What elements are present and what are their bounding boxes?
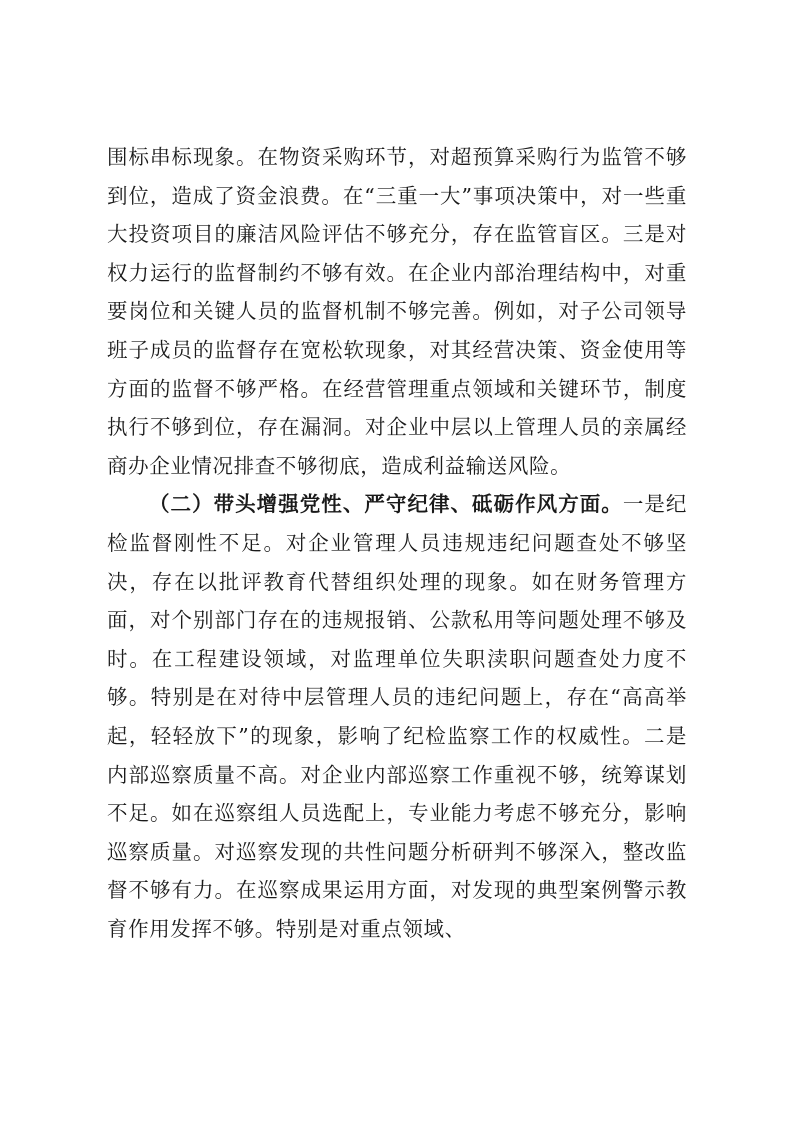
section-2-heading: （二）带头增强党性、严守纪律、砥砺作风方面。 <box>149 492 623 517</box>
paragraph-section-2 <box>107 485 687 948</box>
body-text <box>107 138 687 948</box>
section-2-body: 一是纪检监督刚性不足。对企业管理人员违规违纪问题查处不够坚决，存在以批评教育代替组织处理的现象。如在财务管理方面，对个别部门存在的违规报销、公款私用等问题处理不够及时。在工程建设领域，对监理单位失职渎职问题查处力度不够。特别是在对待中层管理人员的违纪问题上，存在“高高举起，轻轻放下”的现象，影响了纪检监察工作的权威性。二是内部巡察质量不高。对企业内部巡察工作重视不够，统筹谋划不足。如在巡察组人员选配上，专业能力考虑不够充分，影响巡察质量。对巡察发现的共性问题分析研判不够深入，整改监督不够有力。在巡察成果运用方面，对发现的典型案例警示教育作用发挥不够。特别是对重点领域、 <box>107 492 687 941</box>
paragraph-continuation: 围标串标现象。在物资采购环节，对超预算采购行为监管不够到位，造成了资金浪费。在“三重一大”事项决策中，对一些重大投资项目的廉洁风险评估不够充分，存在监管盲区。三是对权力运行的监督制约不够有效。在企业内部治理结构中，对重要岗位和关键人员的监督机制不够完善。例如，对子公司领导班子成员的监督存在宽松软现象，对其经营决策、资金使用等方面的监督不够严格。在经营管理重点领域和关键环节，制度执行不够到位，存在漏洞。对企业中层以上管理人员的亲属经商办企业情况排查不够彻底，造成利益输送风险。 <box>107 145 687 478</box>
